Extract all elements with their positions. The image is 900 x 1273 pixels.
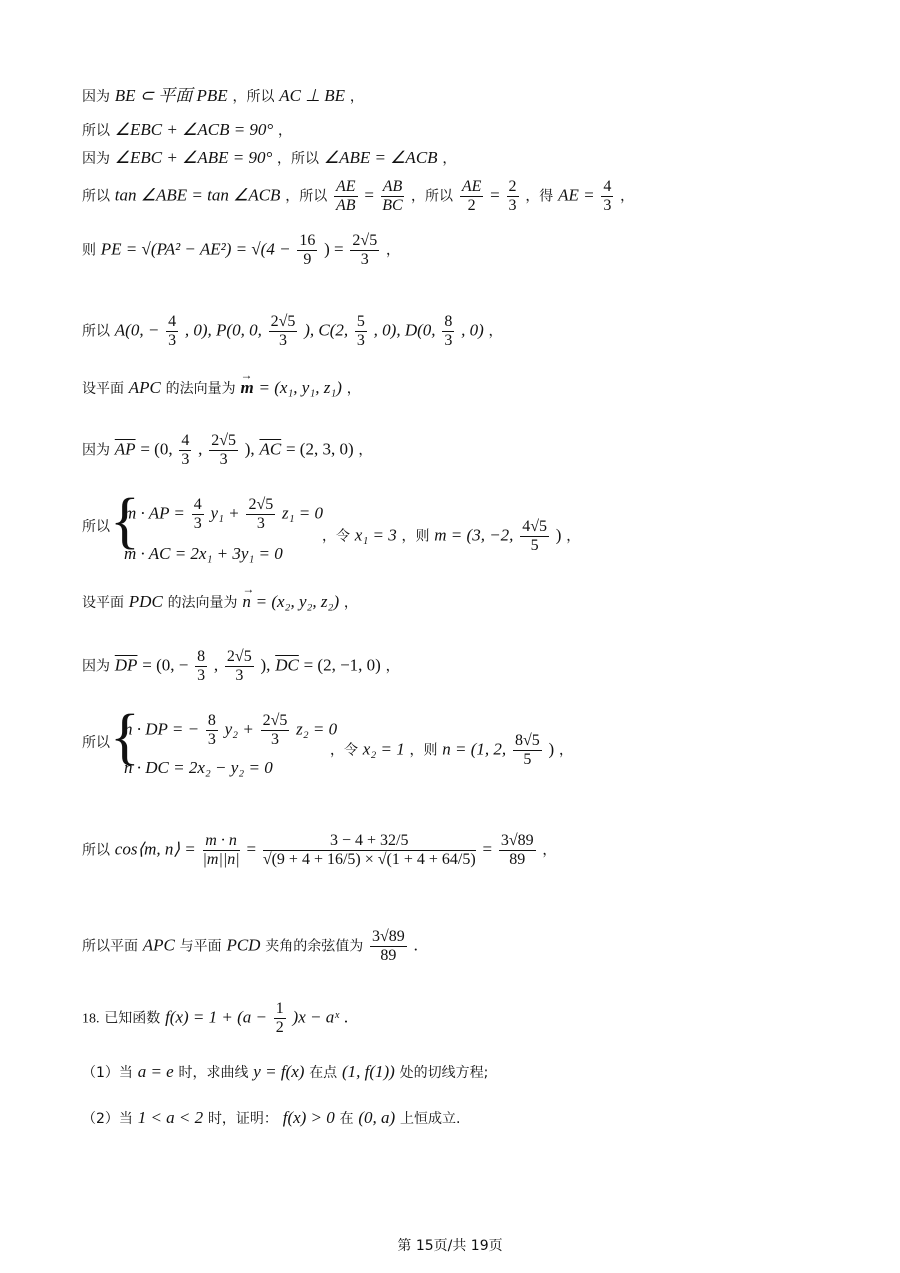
fraction: $\frac{8}{3}$ [207, 712, 216, 748]
fraction: $\frac{2√5}{3}$ [211, 432, 236, 468]
text-line: 因为 $\overline{AP} = (0$, $\frac{4}{3}$ , $\frac{2√5}{3}$ ), $\overline{AC} = (2$, 3, 0) ， [82, 432, 373, 468]
page-footer: 第 15页/共 19页 [397, 1238, 503, 1254]
fraction: $\frac{1}{2}$ [275, 1000, 284, 1036]
fraction: $\frac{2√5}{3}$ [270, 313, 296, 349]
text-line: 设平面 PDC 的法向量为 → n = (x₂, y₂, z₂) ， [82, 592, 358, 613]
system-row: m · AP = $\frac{4}{3}$ y₁ + $\frac{2√5}{3}$ z₁ = 0 [124, 496, 323, 532]
fraction: $\frac{8√5}{5}$ [514, 732, 540, 768]
fraction: $\frac{4}{3}$ [603, 178, 612, 214]
fraction: $\frac{m \cdot n}{|m||n|}$ [202, 832, 240, 868]
fraction: $\frac{4}{3}$ [181, 432, 190, 468]
system-row: n · DC = 2x₂ − y₂ = 0 [124, 758, 273, 777]
fraction: $\frac{16}{9}$ [299, 232, 316, 268]
question-18-part-2: （2）当 1 < a < 2 时，证明： f(x) > 0 在 (0, a) 上恒成立. [82, 1108, 461, 1127]
text-line: 所以 cos⟨m, n⟩ = $\frac{m \cdot n}{|m||n|}$ = $\frac{3 - 4 + 32/5}{√(9 + 4 + 16/5) \times √(1 + 4 + 64/5)}$ = $\frac{3√89}{89}$ ， [82, 832, 557, 868]
fraction: $\frac{4}{3}$ [168, 313, 177, 349]
text-line: 所以 [82, 735, 110, 751]
fraction: $\frac{AE}{2}$ [461, 178, 482, 214]
fraction: $\frac{3√89}{89}$ [500, 832, 534, 868]
fraction: $\frac{2√5}{3}$ [226, 648, 252, 684]
fraction: $\frac{2√5}{3}$ [262, 712, 288, 748]
text-line: 则 PE = √(PA² − AE²) = √(4 − $\frac{16}{9}$ ) = $\frac{2√5}{3}$ ， [82, 232, 400, 268]
text-line: 所以 [82, 519, 110, 535]
brace: { [110, 703, 140, 771]
text-line: ，令 x₁ = 3 ，则 m = (3, −2, $\frac{4√5}{5}$ ) ， [322, 518, 581, 554]
fraction: $\frac{2}{3}$ [508, 178, 517, 214]
fraction: $\frac{4}{3}$ [193, 496, 202, 532]
system-row: m · AC = 2x₁ + 3y₁ = 0 [124, 544, 283, 563]
fraction: $\frac{5}{3}$ [356, 313, 365, 349]
fraction: $\frac{8}{3}$ [444, 313, 453, 349]
fraction: $\frac{3 - 4 + 32/5}{√(9 + 4 + 16/5) \times √(1 + 4 + 64/5)}$ [262, 832, 476, 868]
question-18: 18. 已知函数 f(x) = 1 + (a − $\frac{1}{2}$ )x − aˣ . [82, 1000, 349, 1036]
question-18-part-1: （1）当 a = e 时，求曲线 y = f(x) 在点 (1, f(1)) 处的切线方程; [82, 1062, 489, 1081]
fraction: $\frac{4√5}{5}$ [522, 518, 547, 554]
system-row: n · DP = − $\frac{8}{3}$ y₂ + $\frac{2√5}{3}$ z₂ = 0 [124, 712, 338, 748]
text-line: ，令 x₂ = 1 ，则 n = (1, 2, $\frac{8√5}{5}$ ) ， [330, 732, 573, 768]
fraction: $\frac{AB}{BC}$ [382, 178, 403, 214]
text-line: 因为 ∠EBC + ∠ABE = 90° ，所以 ∠ABE = ∠ACB ， [82, 148, 457, 167]
fraction: $\frac{3√89}{89}$ [372, 928, 405, 964]
text-line: 因为 $\overline{DP} = (0$, − $\frac{8}{3}$ , $\frac{2√5}{3}$ ), $\overline{DC} = (2$, −1, 0) ， [82, 648, 400, 684]
fraction: $\frac{8}{3}$ [197, 648, 206, 684]
fraction: $\frac{AE}{AB}$ [336, 178, 356, 214]
fraction: $\frac{2√5}{3}$ [248, 496, 274, 532]
fraction: $\frac{2√5}{3}$ [352, 232, 378, 268]
text-line: 所以 ∠EBC + ∠ACB = 90° ， [82, 120, 292, 139]
text-line: 所以 A(0, − $\frac{4}{3}$ , 0), P(0, 0, $\frac{2√5}{3}$ ), C(2, $\frac{5}{3}$ , 0), D(0, $\frac{8}{3}$ , 0) ， [82, 313, 503, 349]
text-line: 因为 BE ⊂ 平面 PBE ，所以 AC ⊥ BE ， [82, 86, 364, 105]
text-line: 所以 tan ∠ABE = tan ∠ACB ，所以 $\frac{AE}{AB}$ = $\frac{AB}{BC}$ ，所以 $\frac{AE}{2}$ = $\frac{2}{3}$ ，得 AE = $\frac{4}{3}$ ， [82, 178, 635, 214]
text-line: 所以平面 APC 与平面 PCD 夹角的余弦值为 $\frac{3√89}{89}$ . [82, 928, 418, 964]
text-line: 设平面 APC 的法向量为 → m = (x₁, y₁, z₁) ， [82, 378, 361, 399]
brace: { [110, 487, 140, 555]
